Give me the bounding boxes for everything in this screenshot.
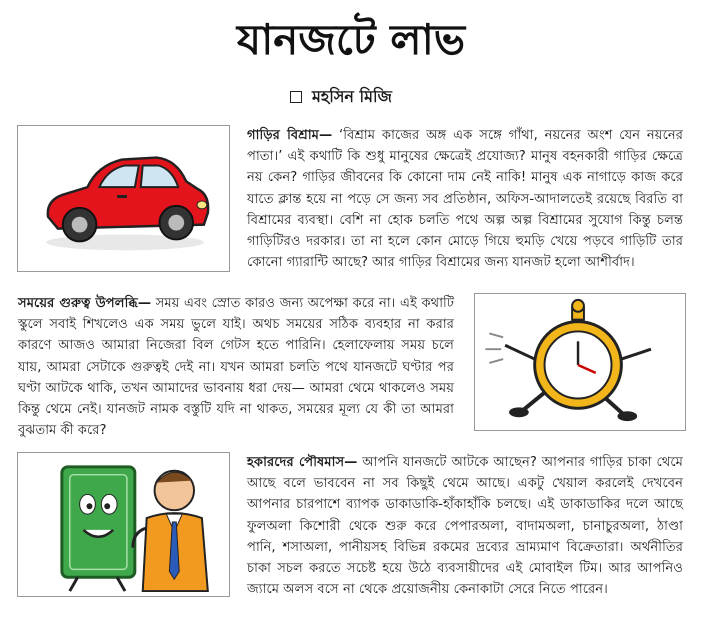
section-heading: সময়ের গুরুত্ব উপলব্ধি— (18, 296, 152, 311)
section-heading: গাড়ির বিশ্রাম— (247, 128, 333, 143)
running-clock-icon (475, 294, 685, 430)
section-body: আপনি যানজটে আটকে আছেন? আপনার গাড়ির চাকা থেমে আছে বলে ভাববেন না সব কিছুই থেমে আছে। একটু খেয়াল করলেই দেখবেন আপনার চারপাশে ব্যাপক ডাকাডাকি-হাঁকাহাঁকি চলছে। এই ডাকাডাকির দলে আছে ফুলঅলা কিশোরী থেকে শুরু করে পেপারঅলা, বাদামঅলা, চানাচুরঅলা, ঠাণ্ডা পানি, শসাঅলা, পানীয়সহ বিভিন্ন রকমের দ্রব্যের ভ্রাম্যমাণ বিক্রেতারা। অর্থনীতির চাকা সচল করতে সচেষ্ট হয়ে উঠে ব্যবসায়ীদের এই মোবাইল টিম। আর আপনিও জ্যামে অলস বসে না থেকে প্রয়োজনীয় কেনাকাটা সেরে নিতে পারেন। (247, 455, 683, 598)
section-body: ‘বিশ্রাম কাজের অঙ্গ এক সঙ্গে গাঁথা, নয়নের অংশ যেন নয়নের পাতা।’ এই কথাটি কি শুধু মানুষের ক্ষেত্রেই প্রযোজ্য? মানুষ বহনকারী গাড়ির ক্ষেত্রে নয় কেন? গাড়ির জীবনের কি কোনো দাম নেই নাকি! মানুষ এক নাগাড়ে কাজ করে যাতে ক্লান্ত হয়ে না পড়ে সে জন্য সব প্রতিষ্ঠান, অফিস-আদালতেই রয়েছে বিরতি বা বিশ্রামের ব্যবস্থা। বেশি না হোক চলতি পথে অল্প অল্প বিশ্রামের সুযোগ কিন্তু চলন্ত গাড়িটিরও দরকার। তা না হলে কোন মোড়ে গিয়ে হুমড়ি খেয়ে পড়বে গাড়িটি তার কোনো গ্যারান্টি আছে? আর গাড়ির বিশ্রামের জন্য যানজট হলো আশীর্বাদ। (247, 128, 683, 271)
money-man-icon (18, 453, 229, 596)
section-body: সময় এবং স্রোত কারও জন্য অপেক্ষা করে না। এই কথাটি স্কুলে সবাই শিখলেও এক সময় ভুলে যাই। অথচ সময়ের সঠিক ব্যবহার না করার কারণে আজও আমারা নিজেরা বিল গেটস হতে পারিনি। হেলাফেলায় সময় চলে যায়, আমরা সেটাকে গুরুত্বই দেই না। যখন আমরা চলতি পথে যানজটে ঘণ্টার পর ঘণ্টা আটকে থাকি, তখন আমাদের ভাবনায় ধরা দেয়— আমরা থেমে থাকলেও সময় কিন্তু থেমে নেই। যানজট নামক বস্তুটি যদি না থাকত, সময়ের মূল্য যে কী তা আমরা বুঝতাম কী করে? (18, 296, 454, 439)
vendor-image (17, 452, 230, 597)
page-title: যানজটে লাভ (236, 15, 466, 64)
section-hawkers (247, 452, 683, 600)
byline (290, 86, 392, 108)
car-image (17, 125, 230, 272)
car-icon (18, 126, 229, 271)
section-heading: হকারদের পৌষমাস— (247, 455, 358, 470)
square-bullet-icon (290, 91, 302, 103)
author-name: মহসিন মিজি (312, 86, 392, 106)
clock-image (474, 293, 686, 431)
section-car-rest (247, 125, 683, 273)
section-time-value (18, 293, 454, 441)
